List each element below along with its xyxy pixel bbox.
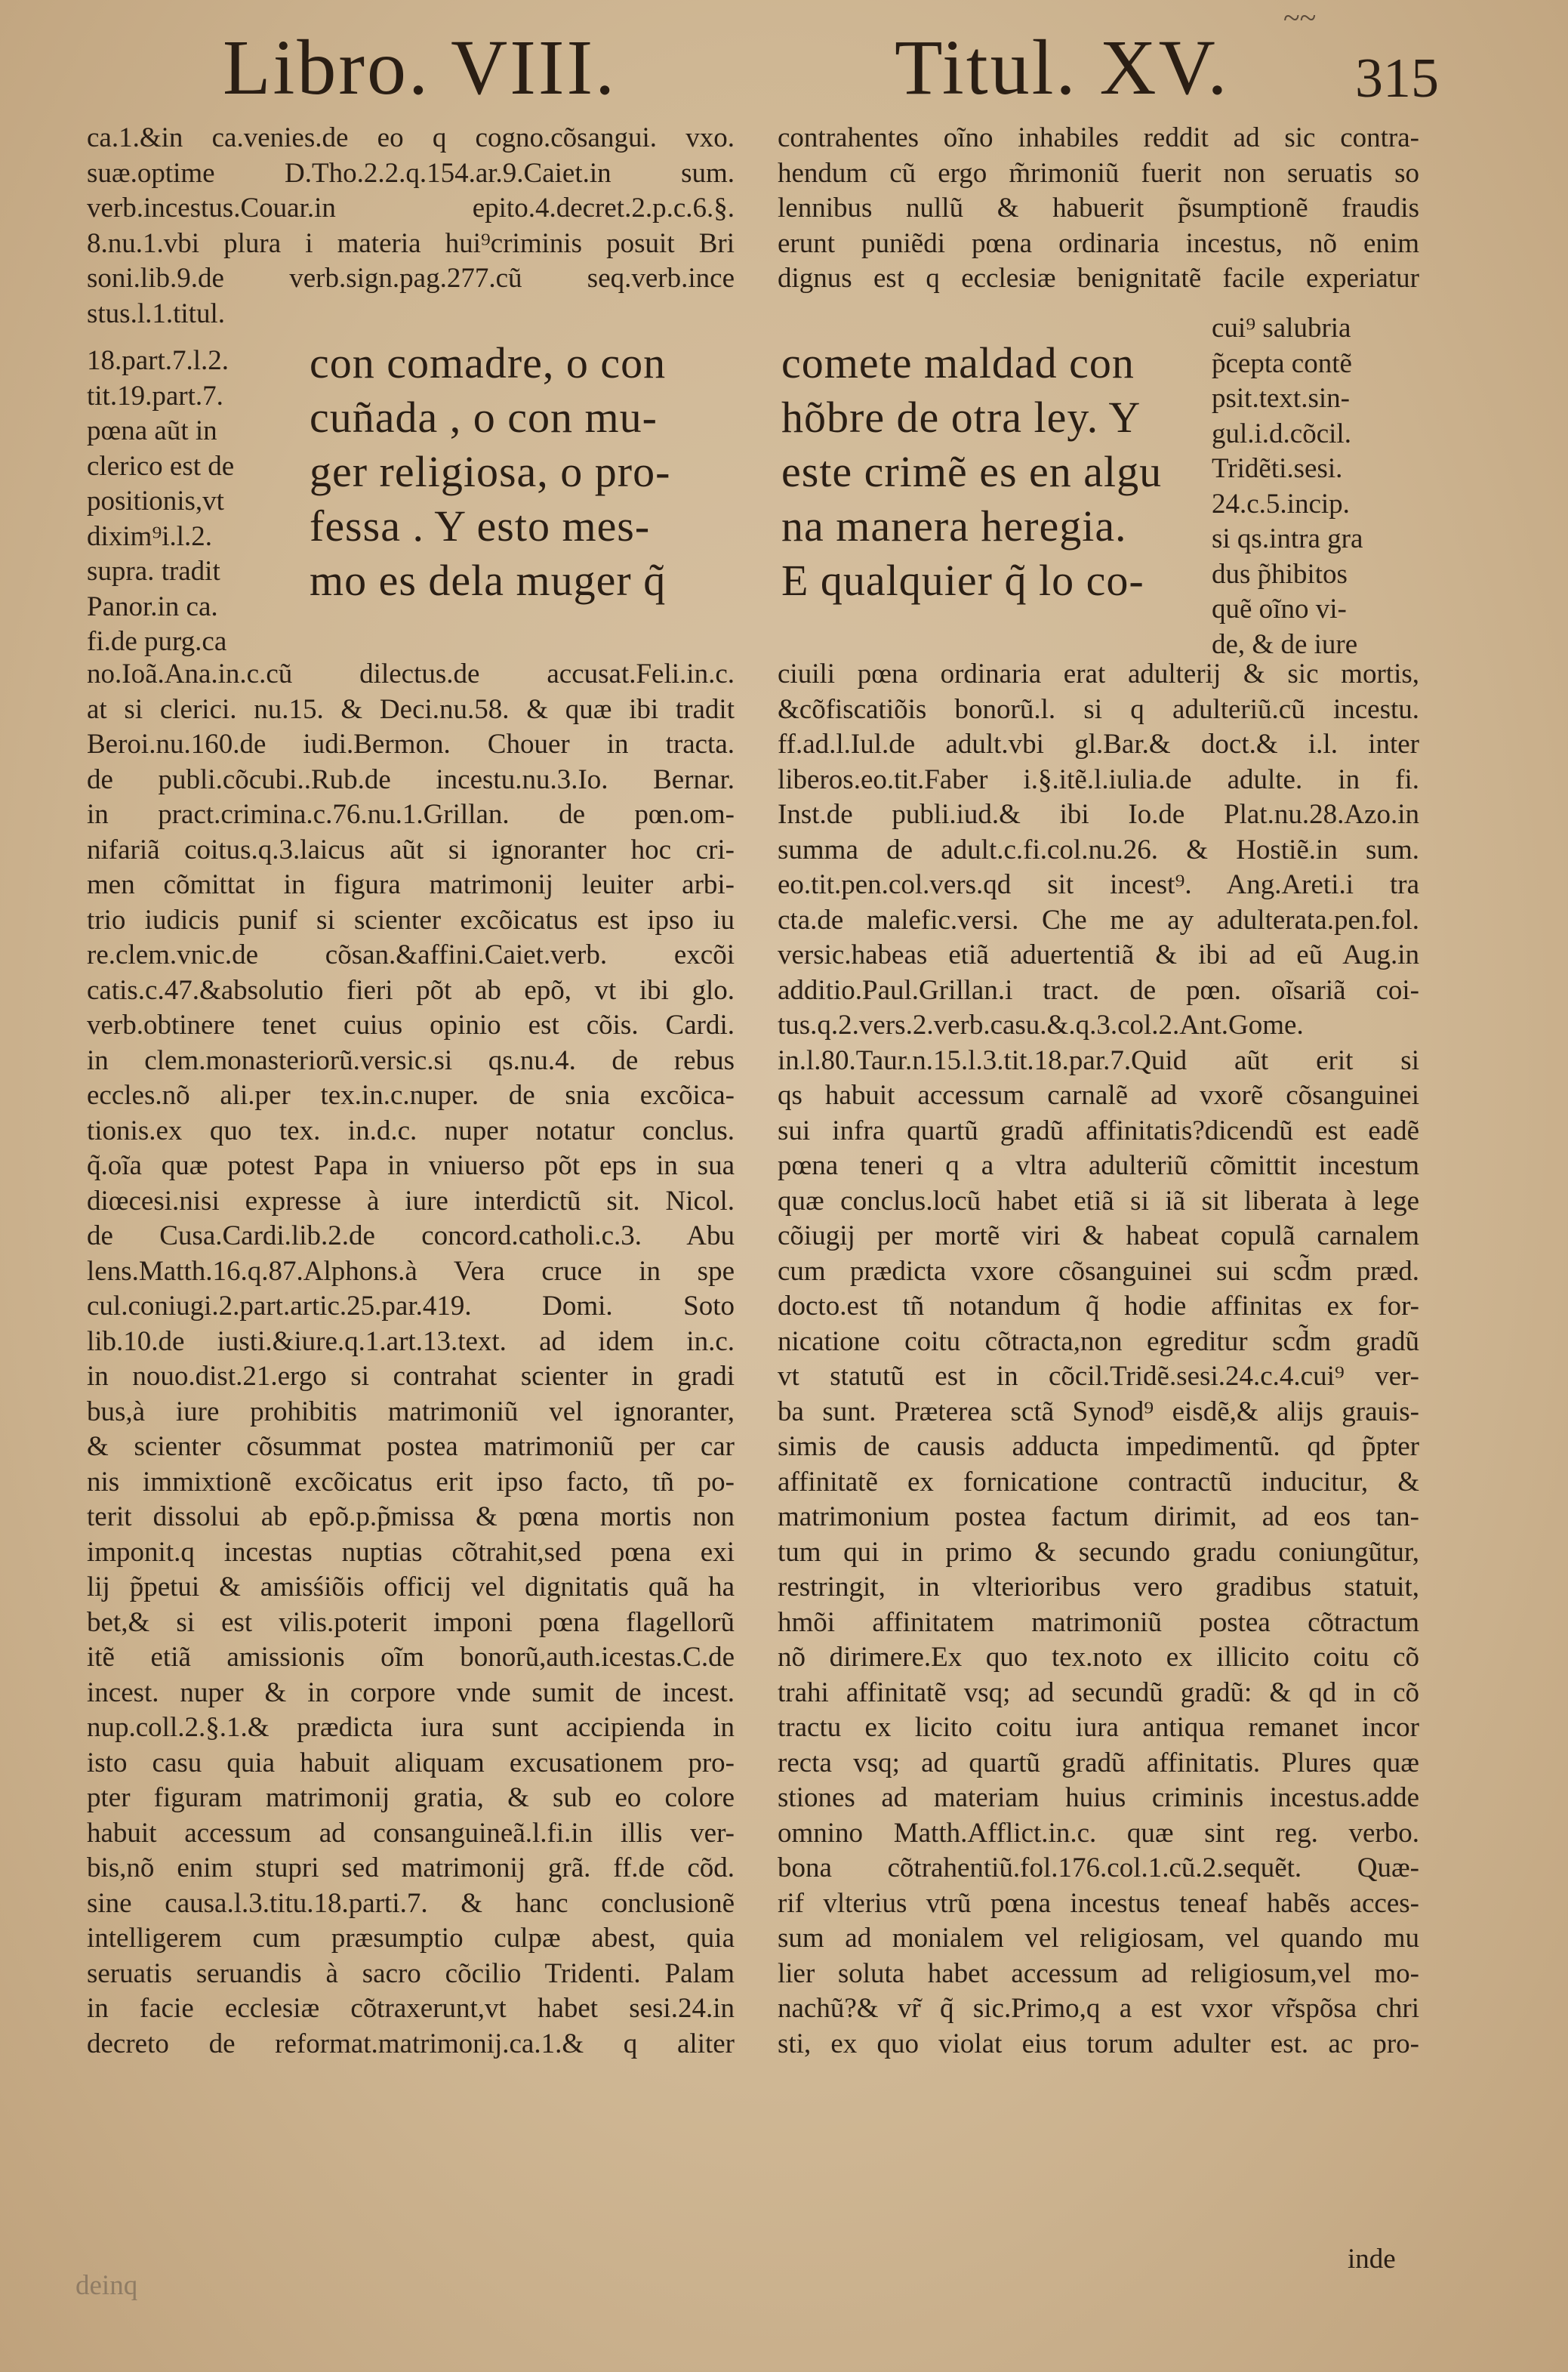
left-gloss-body-line: imponit.q incestas nuptias cõtrahit,sed pœna exi: [87, 1536, 735, 1568]
right-main-line: este crimẽ es en algu: [781, 447, 1163, 496]
right-gloss-side-line: Tridẽti.sesi.: [1212, 453, 1343, 484]
right-gloss-body-line: lier soluta habet accessum ad religiosum,vel mo-: [778, 1957, 1419, 1989]
left-gloss-body-line: trio iudicis punif si scienter excõicatus est ipso iu: [87, 904, 735, 936]
left-gloss-side-line: positionis,vt: [87, 486, 224, 517]
left-gloss-body-line: diœcesi.nisi expresse à iure interdictũ sit. Nicol.: [87, 1185, 735, 1217]
left-gloss-body-line: sine causa.l.3.titu.18.parti.7. & hanc conclusionẽ: [87, 1887, 735, 1919]
left-gloss-body: [87, 657, 735, 2062]
left-gloss-side-line: tit.19.part.7.: [87, 380, 223, 412]
left-gloss-body-line: lib.10.de iusti.&iure.q.1.art.13.text. ad idem in.c.: [87, 1325, 735, 1357]
right-gloss-top-line: contrahentes oĩno inhabiles reddit ad sic contra-: [778, 122, 1419, 153]
right-gloss-top-line: hendum cũ ergo m̃rimoniũ fuerit non seruatis so: [778, 157, 1419, 189]
left-gloss-body-line: eccles.nõ ali.per tex.in.c.nuper. de snia excõica-: [87, 1080, 735, 1111]
right-gloss-top-line: erunt puniẽdi pœna ordinaria incestus, nõ enim: [778, 227, 1419, 259]
left-gloss-body-line: in facie ecclesiæ cõtraxerunt,vt habet sesi.24.in: [87, 1993, 735, 2024]
left-gloss-body-line: incest. nuper & in corpore vnde sumit de incest.: [87, 1676, 735, 1708]
right-gloss-body-line: ciuili pœna ordinaria erat adulterij & sic mortis,: [778, 659, 1419, 689]
left-gloss-body-line: lij p̃petui & amisśiõis officij vel dignitatis quã ha: [87, 1572, 735, 1602]
right-gloss-body-line: cõiugij per mortẽ viri & habeat copulã carnalem: [778, 1220, 1419, 1251]
right-gloss-body-line: additio.Paul.Grillan.i tract. de pœn. oĩsariã coi-: [778, 974, 1419, 1006]
right-gloss-body-line: hmõi affinitatem matrimoniũ postea cõtractum: [778, 1606, 1419, 1638]
right-main-line: comete maldad con: [781, 338, 1135, 387]
right-gloss-body: [778, 657, 1419, 2062]
right-gloss-body-line: sui infra quartũ gradũ affinitatis?dicendũ est eadẽ: [778, 1115, 1419, 1146]
right-gloss-body-line: recta vsq; ad quartũ gradũ affinitatis. Plures quæ: [778, 1747, 1419, 1778]
right-gloss-body-line: Inst.de publi.iud.& ibi Io.de Plat.nu.28.Azo.in: [778, 799, 1419, 830]
left-gloss-body-line: cul.coniugi.2.part.artic.25.par.419. Domi. Soto: [87, 1291, 735, 1322]
running-head-title: Titul. XV.: [895, 24, 1230, 111]
left-gloss-body-line: nis immixtionẽ excõicatus erit ipso facto, tñ po-: [87, 1466, 735, 1498]
right-gloss-body-line: sum ad monialem vel religiosam, vel quando mu: [778, 1923, 1419, 1954]
right-gloss-body-line: summa de adult.c.fi.col.nu.26. & Hostiẽ.in sum.: [778, 834, 1419, 865]
left-gloss-top-line: stus.l.1.titul.: [87, 298, 225, 329]
left-gloss-body-line: nup.coll.2.§.1.& prædicta iura sunt accipienda in: [87, 1712, 735, 1743]
right-gloss-body-line: tum qui in primo & secundo gradu coniungũtur,: [778, 1536, 1419, 1568]
left-gloss-side-line: pœna aũt in: [87, 415, 217, 446]
left-gloss-body-line: nifariã coitus.q.3.laicus aũt si ignoranter hoc cri-: [87, 834, 735, 865]
bleed-through-text: deinq: [75, 2270, 138, 2301]
left-gloss-side-line: fi.de purg.ca: [87, 626, 227, 657]
left-gloss-top-line: suæ.optime D.Tho.2.2.q.154.ar.9.Caiet.in sum.: [87, 157, 735, 189]
left-gloss-body-line: q̃.oĩa quæ potest Papa in vniuerso põt eps in sua: [87, 1150, 735, 1181]
left-gloss-body-line: in pract.crimina.c.76.nu.1.Grillan. de pœn.om-: [87, 799, 735, 830]
right-gloss-side-line: quẽ oĩno vi-: [1212, 594, 1347, 625]
left-gloss-body-line: at si clerici. nu.15. & Deci.nu.58. & quæ ibi tradit: [87, 693, 735, 725]
left-gloss-body-line: & scienter cõsummat postea matrimoniũ per car: [87, 1431, 735, 1462]
right-gloss-body-line: restringit, in vlterioribus vero gradibus statuit,: [778, 1572, 1419, 1602]
left-gloss-side-line: clerico est de: [87, 450, 235, 482]
folio-number: 315: [1355, 48, 1439, 110]
left-gloss-side-line: dixim⁹i.l.2.: [87, 520, 213, 552]
left-gloss-top-line: verb.incestus.Couar.in epito.4.decret.2.p.c.6.§.: [87, 193, 735, 224]
right-gloss-top-line: lennibus nullũ & habuerit p̃sumptionẽ fraudis: [778, 193, 1419, 224]
left-gloss-body-line: catis.c.47.&absolutio fieri põt ab epõ, vt ibi glo.: [87, 974, 735, 1006]
right-gloss-body-line: in.l.80.Taur.n.15.l.3.tit.18.par.7.Quid aũt erit si: [778, 1044, 1419, 1076]
right-gloss-side-line: dus p̃hibitos: [1212, 558, 1348, 590]
right-gloss-body-line: &cõfiscatiõis bonorũ.l. si q adulteriũ.cũ incestu.: [778, 693, 1419, 725]
ink-mark: ~~: [1283, 1, 1317, 35]
left-gloss-body-line: bet,& si est vilis.poterit imponi pœna flagellorũ: [87, 1606, 735, 1638]
left-gloss-body-line: Beroi.nu.160.de iudi.Bermon. Chouer in tracta.: [87, 729, 735, 760]
left-gloss-top-line: soni.lib.9.de verb.sign.pag.277.cũ seq.verb.ince: [87, 263, 735, 294]
right-gloss-body-line: versic.habeas etiã aduertentiã & ibi ad eũ Aug.in: [778, 939, 1419, 970]
right-gloss-body-line: omnino Matth.Afflict.in.c. quæ sint reg. verbo.: [778, 1817, 1419, 1849]
right-gloss-body-line: nicatione coitu cõtracta,non egreditur scd̃m gradũ: [778, 1325, 1419, 1357]
left-gloss-body-line: pter figuram matrimonij gratia, & sub eo colore: [87, 1782, 735, 1813]
right-gloss-body-line: ba sunt. Præterea sctã Synod⁹ eisdẽ,& alijs grauis-: [778, 1396, 1419, 1427]
right-gloss-body-line: rif vlterius vtrũ pœna incestus teneaf habẽs acces-: [778, 1887, 1419, 1919]
left-gloss-body-line: isto casu quia habuit aliquam excusationem pro-: [87, 1747, 735, 1778]
left-gloss-top-line: 8.nu.1.vbi plura i materia hui⁹criminis posuit Bri: [87, 227, 735, 259]
right-gloss-side-line: p̃cepta contẽ: [1212, 347, 1352, 379]
right-gloss-body-line: quæ conclus.locũ habet etiã si iã sit liberata à lege: [778, 1185, 1419, 1217]
right-gloss-side: [1212, 311, 1419, 662]
left-gloss-top-line: ca.1.&in ca.venies.de eo q cogno.cõsangui. vxo.: [87, 122, 735, 153]
right-gloss-body-line: ff.ad.l.Iul.de adult.vbi gl.Bar.& doct.& i.l. inter: [778, 729, 1419, 760]
left-gloss-body-line: in nouo.dist.21.ergo si contrahat scienter in gradi: [87, 1361, 735, 1392]
right-gloss-body-line: nachũ?& vr̃ q̃ sic.Primo,q a est vxor vr̃spõsa chri: [778, 1993, 1419, 2024]
left-gloss-body-line: bus,à iure prohibitis matrimoniũ vel ignoranter,: [87, 1396, 735, 1427]
left-gloss-side-line: supra. tradit: [87, 556, 220, 587]
left-gloss-body-line: men cõmittat in figura matrimonij leuiter arbi-: [87, 869, 735, 900]
right-gloss-body-line: docto.est tñ notandum q̃ hodie affinitas ex for-: [778, 1291, 1419, 1322]
left-main-line: fessa . Y esto mes-: [310, 501, 651, 551]
left-gloss-body-line: decreto de reformat.matrimonij.ca.1.& q aliter: [87, 2028, 735, 2059]
left-main-line: ger religiosa, o pro-: [310, 447, 671, 496]
right-gloss-side-line: psit.text.sin-: [1212, 383, 1350, 414]
left-gloss-body-line: itẽ etiã amissionis oĩm bonorũ,auth.icestas.C.de: [87, 1642, 735, 1673]
left-gloss-body-line: tionis.ex quo tex. in.d.c. nuper notatur conclus.: [87, 1115, 735, 1146]
left-gloss-body-line: verb.obtinere tenet cuius opinio est cõis. Cardi.: [87, 1010, 735, 1041]
right-main-line: E qualquier q̃ lo co-: [781, 556, 1144, 605]
left-gloss-body-line: terit dissolui ab epõ.p.p̃missa & pœna mortis non: [87, 1501, 735, 1532]
left-gloss-side: [87, 344, 287, 660]
left-main-line: mo es dela muger q̃: [310, 556, 667, 605]
left-gloss-side-line: 18.part.7.l.2.: [87, 345, 230, 376]
right-gloss-body-line: stiones ad materiam huius criminis incestus.adde: [778, 1782, 1419, 1813]
right-gloss-body-line: cum prædicta vxore cõsanguinei sui scd̃m præd.: [778, 1255, 1419, 1287]
right-gloss-body-line: liberos.eo.tit.Faber i.§.itẽ.l.iulia.de adulte. in fi.: [778, 763, 1419, 795]
right-gloss-body-line: pœna teneri q a vltra adulteriũ cõmittit incestum: [778, 1150, 1419, 1181]
right-main-text: [781, 336, 1204, 608]
left-gloss-body-line: habuit accessum ad consanguineã.l.fi.in illis ver-: [87, 1817, 735, 1849]
right-gloss-side-line: gul.i.d.cõcil.: [1212, 418, 1351, 449]
left-main-line: cuñada , o con mu-: [310, 393, 658, 442]
catchword: inde: [1348, 2244, 1396, 2275]
left-gloss-body-line: in clem.monasteriorũ.versic.si qs.nu.4. de rebus: [87, 1044, 735, 1076]
right-gloss-top-line: dignus est q ecclesiæ benignitatẽ facile experiatur: [778, 263, 1419, 294]
right-gloss-side-line: de, & de iure: [1212, 628, 1358, 660]
right-gloss-side-line: si qs.intra gra: [1212, 523, 1363, 554]
left-gloss-side-line: Panor.in ca.: [87, 591, 218, 622]
right-gloss-body-line: tractu ex licito coitu iura antiqua remanet incor: [778, 1712, 1419, 1743]
left-gloss-body-line: seruatis seruandis à sacro cõcilio Tridenti. Palam: [87, 1957, 735, 1989]
right-gloss-body-line: tus.q.2.vers.2.verb.casu.&.q.3.col.2.Ant.Gome.: [778, 1010, 1304, 1041]
right-gloss-side-line: cui⁹ salubria: [1212, 313, 1351, 344]
right-main-line: hõbre de otra ley. Y: [781, 393, 1141, 442]
right-gloss-body-line: nõ dirimere.Ex quo tex.noto ex illicito coitu cõ: [778, 1642, 1419, 1673]
right-gloss-body-line: eo.tit.pen.col.vers.qd sit incest⁹. Ang.Areti.i tra: [778, 869, 1419, 900]
left-gloss-body-line: intelligerem cum præsumptio culpæ abest, quia: [87, 1923, 735, 1954]
left-gloss-body-line: de Cusa.Cardi.lib.2.de concord.catholi.c.3. Abu: [87, 1220, 735, 1251]
running-head-book: Libro. VIII.: [223, 24, 618, 111]
right-gloss-body-line: cta.de malefic.versi. Che me ay adulterata.pen.fol.: [778, 904, 1419, 936]
right-gloss-body-line: vt statutũ est in cõcil.Tridẽ.sesi.24.c.4.cui⁹ ver-: [778, 1361, 1419, 1392]
right-gloss-body-line: sti, ex quo violat eius torum adulter est. ac pro-: [778, 2028, 1419, 2059]
left-gloss-body-line: de publi.cõcubi..Rub.de incestu.nu.3.Io. Bernar.: [87, 763, 735, 795]
right-gloss-side-line: 24.c.5.incip.: [1212, 488, 1350, 520]
left-gloss-body-line: bis,nõ enim stupri sed matrimonij grã. ff.de cõd.: [87, 1852, 735, 1883]
right-gloss-top: [778, 121, 1419, 297]
right-gloss-body-line: trahi affinitatẽ vsq; ad secundũ gradũ: & qd in cõ: [778, 1676, 1419, 1708]
right-gloss-body-line: qs habuit accessum carnalẽ ad vxorẽ cõsanguinei: [778, 1080, 1419, 1111]
left-gloss-body-line: no.Ioã.Ana.in.c.cũ dilectus.de accusat.Feli.in.c.: [87, 659, 735, 689]
right-gloss-body-line: simis de causis adducta impedimentũ. qd p̃pter: [778, 1431, 1419, 1462]
right-gloss-body-line: affinitatẽ ex fornicatione contractũ inducitur, &: [778, 1466, 1419, 1498]
left-gloss-top: [87, 121, 735, 332]
right-gloss-body-line: matrimonium postea factum dirimit, ad eos tan-: [778, 1501, 1419, 1532]
left-main-text: [310, 336, 732, 608]
right-main-line: na manera heregia.: [781, 501, 1127, 551]
left-gloss-body-line: lens.Matth.16.q.87.Alphons.à Vera cruce in spe: [87, 1255, 735, 1287]
left-gloss-body-line: re.clem.vnic.de cõsan.&affini.Caiet.verb. excõi: [87, 939, 735, 970]
left-main-line: con comadre, o con: [310, 338, 667, 387]
right-gloss-body-line: bona cõtrahentiũ.fol.176.col.1.cũ.2.sequẽt. Quæ-: [778, 1852, 1419, 1883]
